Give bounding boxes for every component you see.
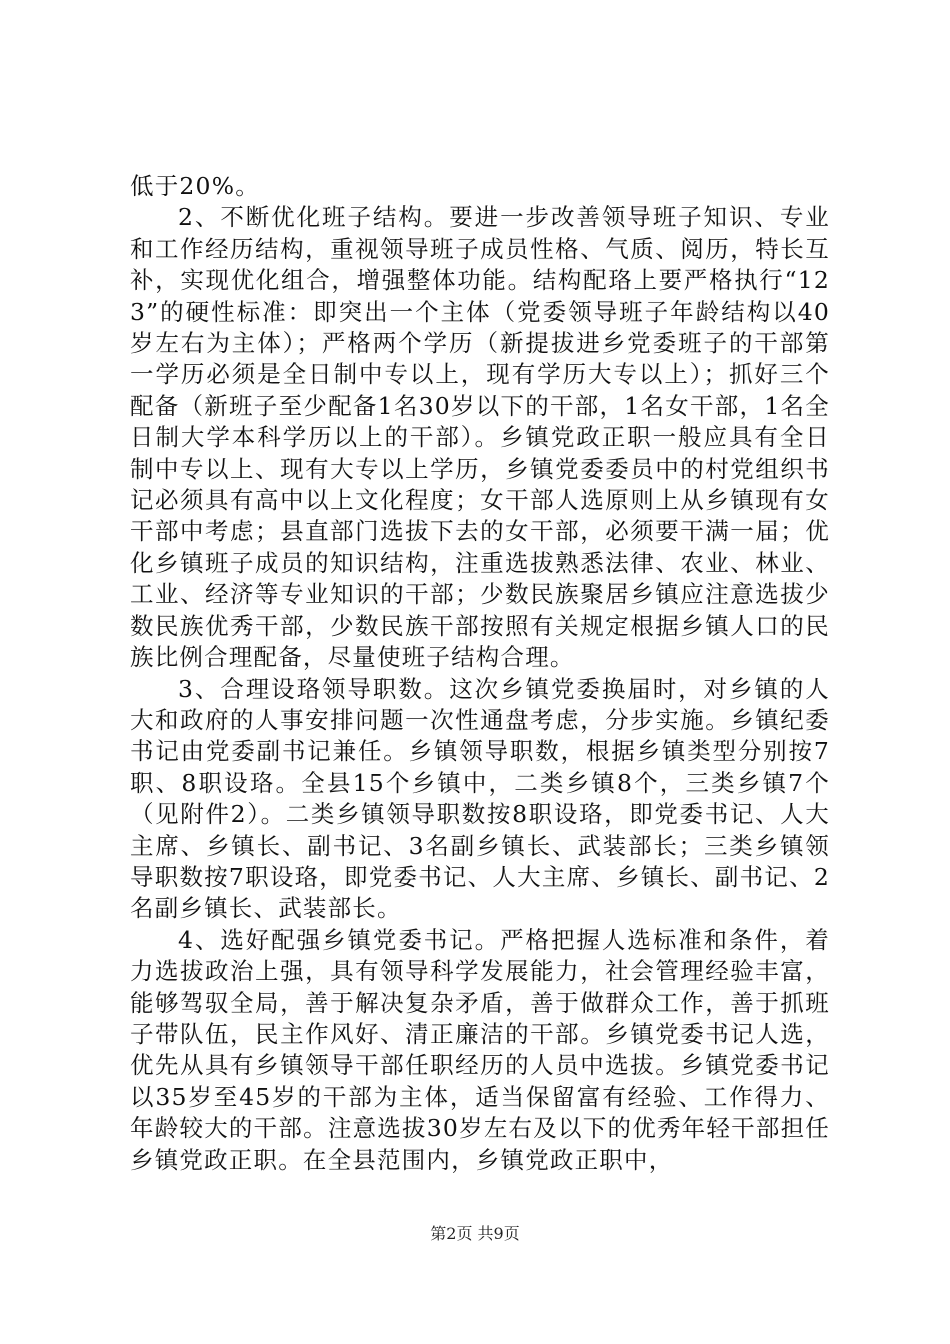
paragraph-continuation: 低于20%。 <box>130 172 260 200</box>
page-number-footer: 第2页 共9页 <box>430 1224 520 1243</box>
document-body <box>130 171 830 1176</box>
paragraph-leadership-positions: 3、合理设珞领导职数。这次乡镇党委换届时，对乡镇的人大和政府的人事安排问题一次性通盘考虑，分步实施。乡镇纪委书记由党委副书记兼任。乡镇领导职数，根据乡镇类型分别按7职、8职设珞。全县15个乡镇中，二类乡镇8个，三类乡镇7个（见附件2）。二类乡镇领导职数按8职设珞，即党委书记、人大主席、乡镇长、副书记、3名副乡镇长、武装部长；三类乡镇领导职数按7职设珞，即党委书记、人大主席、乡镇长、副书记、2名副乡镇长、武装部长。 <box>130 674 830 923</box>
paragraph-optimize-structure: 2、不断优化班子结构。要进一步改善领导班子知识、专业和工作经历结构，重视领导班子成员性格、气质、阅历，特长互补，实现优化组合，增强整体功能。结构配珞上要严格执行“123”的硬性标准：即突出一个主体（党委领导班子年龄结构以40岁左右为主体）；严格两个学历（新提拔进乡党委班子的干部第一学历必须是全日制中专以上，现有学历大专以上）；抓好三个配备（新班子至少配备1名30岁以下的干部，1名女干部，1名全日制大学本科学历以上的干部）。乡镇党政正职一般应具有全日制中专以上、现有大专以上学历，乡镇党委委员中的村党组织书记必须具有高中以上文化程度；女干部人选原则上从乡镇现有女干部中考虑；县直部门选拔下去的女干部，必须要干满一届；优化乡镇班子成员的知识结构，注重选拔熟悉法律、农业、林业、工业、经济等专业知识的干部；少数民族聚居乡镇应注意选拔少数民族优秀干部，少数民族干部按照有关规定根据乡镇人口的民族比例合理配备，尽量使班子结构合理。 <box>130 203 830 672</box>
paragraph-party-secretary: 4、选好配强乡镇党委书记。严格把握人选标准和条件，着力选拔政治上强，具有领导科学发展能力，社会管理经验丰富，能够驾驭全局，善于解决复杂矛盾，善于做群众工作，善于抓班子带队伍，民主作风好、清正廉洁的干部。乡镇党委书记人选，优先从具有乡镇领导干部任职经历的人员中选拔。乡镇党委书记以35岁至45岁的干部为主体，适当保留富有经验、工作得力、年龄较大的干部。注意选拔30岁左右及以下的优秀年轻干部担任乡镇党政正职。在全县范围内，乡镇党政正职中， <box>130 925 830 1174</box>
